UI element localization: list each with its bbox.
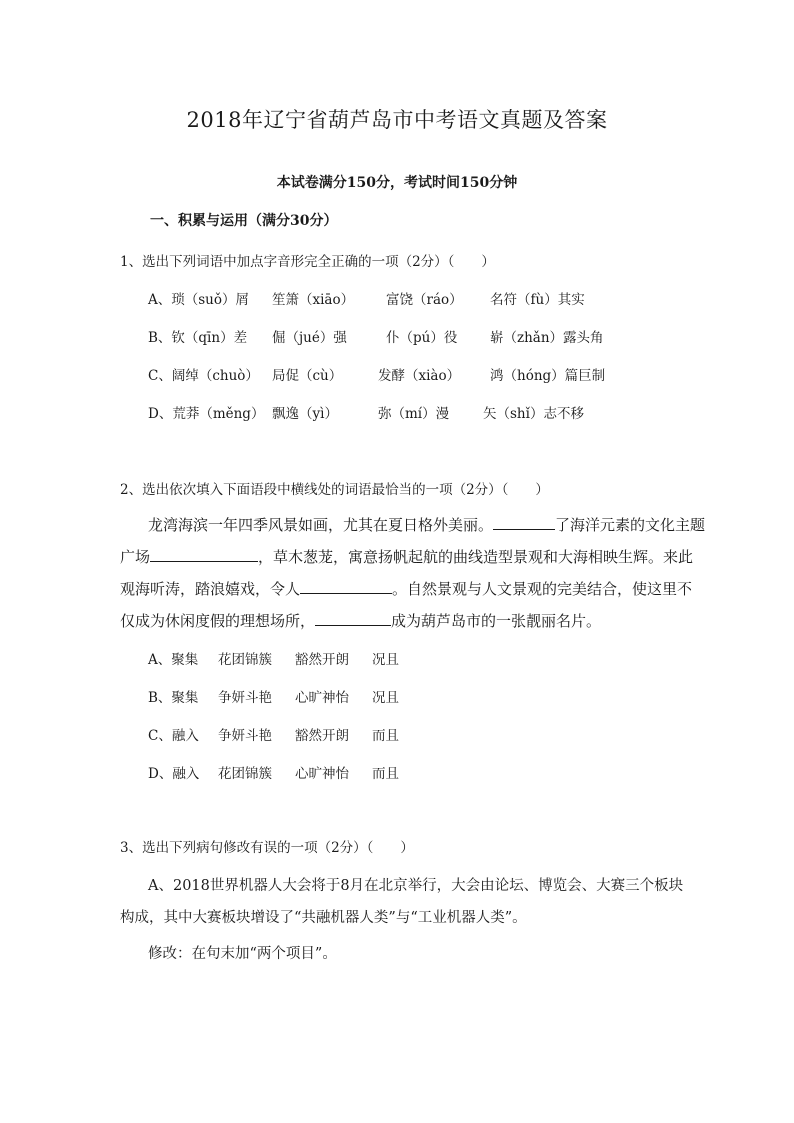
fill-blank-1 (493, 514, 555, 530)
q3-option-a-line-1: A、2018世界机器人大会将于8月在北京举行，大会由论坛、博览会、大赛三个板块 (148, 878, 684, 894)
q2-option-d-4: 而且 (372, 766, 399, 782)
q1-option-a-2: 笙箫（xiāo） (272, 292, 355, 308)
q2-passage-text: 成为葫芦岛市的一张靓丽名片。 (391, 612, 602, 630)
q1-option-d-1: D、荒莽（měng） (148, 406, 265, 422)
q2-option-d-1: D、融入 (148, 766, 200, 782)
q2-passage-line-4 (120, 610, 601, 631)
q3-fix-text: 修改：在句末加“两个项目”。 (148, 946, 337, 962)
q2-option-d-3: 心旷神怡 (295, 766, 349, 782)
q1-option-c-3: 发酵（xiào） (378, 368, 461, 384)
exam-subtitle: 本试卷满分150分，考试时间150分钟 (276, 175, 518, 191)
q2-option-a-1: A、聚集 (148, 652, 199, 668)
q2-passage-text: 观海听涛，踏浪嬉戏，令人 (120, 580, 301, 598)
q2-option-a-4: 况且 (372, 652, 399, 668)
q2-passage-text: 仅成为休闲度假的理想场所， (120, 612, 316, 630)
q1-option-b-4: 崭（zhǎn）露头角 (490, 330, 604, 346)
q1-option-b-3: 仆（pú）役 (386, 330, 458, 346)
q1-option-a-1: A、琐（suǒ）屑 (148, 292, 249, 308)
q1-option-a-3: 富饶（ráo） (386, 292, 463, 308)
q2-passage-text: ，草木葱茏，寓意扬帆起航的曲线造型景观和大海相映生辉。来此 (258, 548, 694, 566)
q2-option-d-2: 花团锦簇 (218, 766, 272, 782)
q2-passage-text: 广场 (120, 548, 151, 566)
q3-option-a-line-2: 构成，其中大赛板块增设了“共融机器人类”与“工业机器人类”。 (120, 910, 527, 926)
q2-option-b-3: 心旷神怡 (295, 690, 349, 706)
q2-passage-line-1 (148, 514, 705, 535)
q2-passage-text: 了海洋元素的文化主题 (555, 516, 706, 534)
fill-blank-2 (150, 546, 258, 562)
q2-option-b-4: 况且 (372, 690, 399, 706)
q1-option-a-4: 名符（fù）其实 (490, 292, 585, 308)
q2-option-a-2: 花团锦簇 (218, 652, 272, 668)
fill-blank-3 (300, 578, 392, 594)
q1-option-b-1: B、钦（qīn）差 (148, 330, 248, 346)
q1-option-c-1: C、阔绰（chuò） (148, 368, 259, 384)
q2-option-c-2: 争妍斗艳 (218, 728, 272, 744)
q2-option-b-1: B、聚集 (148, 690, 199, 706)
q1-option-c-2: 局促（cù） (272, 368, 343, 384)
q2-option-c-3: 豁然开朗 (295, 728, 349, 744)
q2-passage-line-2 (120, 546, 693, 567)
q2-passage-text: 龙湾海滨一年四季风景如画，尤其在夏日格外美丽。 (148, 516, 494, 534)
section-heading: 一、积累与运用（满分30分） (150, 213, 338, 229)
q2-option-c-1: C、融入 (148, 728, 199, 744)
q2-option-b-2: 争妍斗艳 (218, 690, 272, 706)
q2-passage-text: 。自然景观与人文景观的完美结合，使这里不 (392, 580, 693, 598)
q2-option-c-4: 而且 (372, 728, 399, 744)
question-3-stem: 3、选出下列病句修改有误的一项（2分）（ ） (120, 840, 414, 856)
q1-option-d-4: 矢（shǐ）志不移 (483, 406, 584, 422)
q1-option-d-3: 弥（mí）漫 (378, 406, 450, 422)
q2-option-a-3: 豁然开朗 (295, 652, 349, 668)
q2-passage-line-3 (120, 578, 692, 599)
fill-blank-4 (315, 610, 391, 626)
question-2-stem: 2、选出依次填入下面语段中横线处的词语最恰当的一项（2分）（ ） (120, 482, 549, 498)
q1-option-b-2: 倔（jué）强 (272, 330, 347, 346)
q1-option-d-2: 飘逸（yì） (272, 406, 338, 422)
question-1-stem: 1、选出下列词语中加点字音形完全正确的一项（2分）（ ） (120, 254, 495, 270)
q1-option-c-4: 鸿（hóng）篇巨制 (490, 368, 606, 384)
document-title: 2018年辽宁省葫芦岛市中考语文真题及答案 (186, 108, 608, 132)
